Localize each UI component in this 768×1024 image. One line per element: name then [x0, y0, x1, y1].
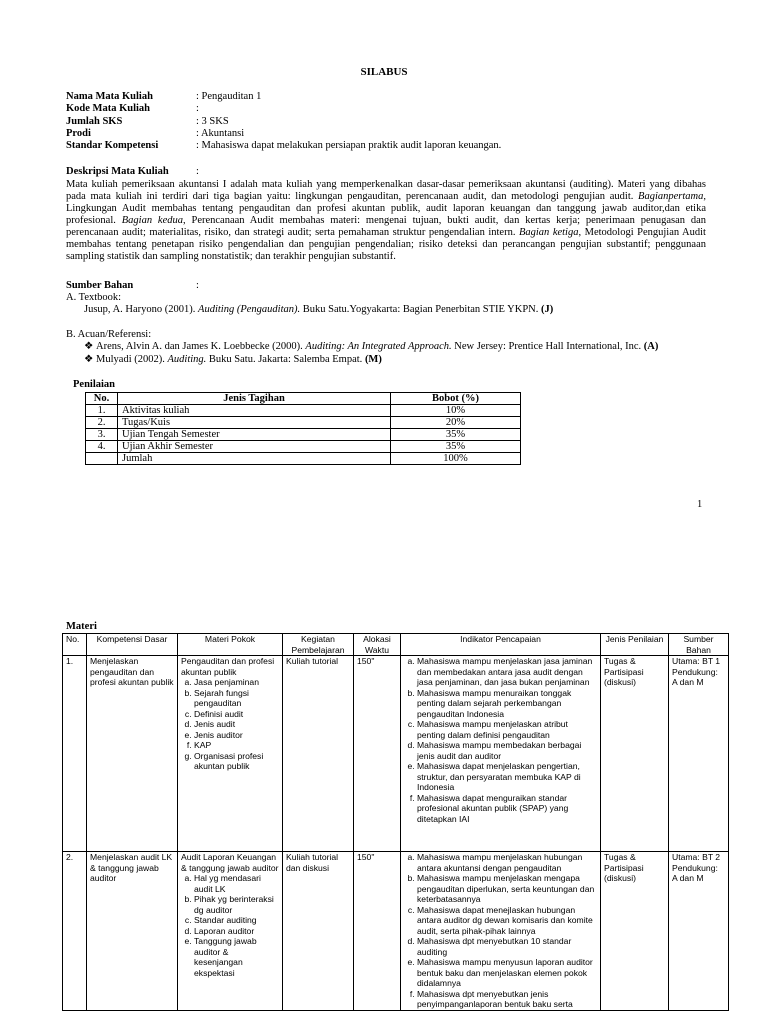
referensi-2-publisher: Buku Satu. Jakarta: Salemba Empat.	[206, 354, 365, 365]
field-label-sks: Jumlah SKS	[66, 116, 123, 127]
indikator-list	[404, 656, 597, 824]
header-sumber: Sumber Bahan	[669, 634, 729, 656]
cell-waktu: 150"	[354, 852, 401, 1011]
sumber-colon: :	[196, 280, 199, 291]
cell-jenis: Aktivitas kuliah	[118, 405, 391, 417]
cell-sumber: Utama: BT 2 Pendukung: A dan M	[669, 852, 729, 1011]
cell-no: 2.	[63, 852, 87, 1011]
cell-kompetensi: Menjelaskan pengauditan dan profesi akuntan publik	[87, 656, 178, 852]
table-row	[86, 405, 521, 417]
list-item: b. Pihak yg berinteraksi dg auditor	[194, 894, 279, 915]
field-value-standar: : Mahasiswa dapat melakukan persiapan praktik audit laporan keuangan.	[196, 140, 502, 151]
field-label-kode: Kode Mata Kuliah	[66, 103, 151, 114]
deskripsi-text-4: , Metodologi Pengujian Audit membahas tentang penetapan risiko pengendalian dan pengujian pengendalian; risiko deteksi dan perancangan pengujian substantif; penggunaan sampling statistik dan sampling nonstatistik; dan terakhir pengujian substantif.	[66, 227, 706, 262]
bullet-diamond-icon: ❖	[84, 341, 97, 352]
cell-total: 100%	[391, 453, 521, 465]
cell-materi-pokok	[178, 852, 283, 1011]
penilaian-label: Penilaian	[73, 379, 116, 390]
textbook-author: Jusup, A. Haryono (2001).	[84, 304, 199, 315]
table-row	[86, 441, 521, 453]
pokok-intro: Pengauditan dan profesi akuntan publik	[181, 656, 275, 677]
list-item: b. Mahasiswa mampu menuraikan tonggak penting dalam sejarah perkembangan pengauditan Indonesia	[417, 688, 597, 720]
textbook-title: Auditing (Pengauditan).	[198, 304, 301, 315]
header-indikator: Indikator Pencapaian	[401, 634, 601, 656]
table-header-row	[63, 634, 729, 656]
field-label-nama: Nama Mata Kuliah	[66, 91, 153, 102]
field-label-standar: Standar Kompetensi	[66, 140, 159, 151]
referensi-1-publisher: New Jersey: Prentice Hall International, Inc.	[451, 341, 644, 352]
cell-no: 1.	[63, 656, 87, 852]
list-item: c. Mahasiswa mampu menjelaskan atribut penting dalam definisi pengauditan	[417, 719, 597, 740]
deskripsi-text-3: , Perencanaan Audit membahas materi: mengenai tujuan, bukti audit, dan kertas kerja; penerimaan penugasan dan perencanaan audit; materialitas, risiko, dan strategi audit; serta pemahaman struktur pengendalian intern.	[66, 215, 707, 238]
list-item: g. Organisasi profesi akuntan publik	[194, 751, 279, 772]
header-jenis-tagihan: Jenis Tagihan	[118, 393, 391, 405]
cell-no: 1.	[86, 405, 118, 417]
referensi-2-title: Auditing.	[167, 354, 207, 365]
referensi-label: B. Acuan/Referensi:	[66, 329, 152, 340]
list-item: d. Jenis audit	[194, 719, 279, 730]
cell-sumber: Utama: BT 1 Pendukung: A dan M	[669, 656, 729, 852]
referensi-1-code: (A)	[643, 341, 659, 352]
pokok-list	[181, 677, 279, 772]
cell-jenis: Ujian Akhir Semester	[118, 441, 391, 453]
field-label-prodi: Prodi	[66, 128, 91, 139]
header-bobot: Bobot (%)	[391, 393, 521, 405]
deskripsi-paragraph	[66, 179, 706, 263]
cell-no: 3.	[86, 429, 118, 441]
referensi-item-2	[84, 354, 382, 366]
cell-kegiatan: Kuliah tutorial dan diskusi	[283, 852, 354, 1011]
materi-label: Materi	[66, 621, 97, 632]
list-item: a. Hal yg mendasari audit LK	[194, 873, 279, 894]
list-item: f. Mahasiswa dapat menguraikan standar profesional akuntan publik (SPAP) yang ditetapkan IAI	[417, 793, 597, 825]
cell-bobot: 10%	[391, 405, 521, 417]
deskripsi-colon: :	[196, 166, 199, 177]
list-item: d. Laporan auditor	[194, 926, 279, 937]
deskripsi-label: Deskripsi Mata Kuliah	[66, 166, 169, 177]
list-item: e. Tanggung jawab auditor & kesenjangan ekspektasi	[194, 936, 279, 978]
cell-jenis-penilaian: Tugas & Partisipasi (diskusi)	[601, 656, 669, 852]
list-item: c. Mahasiswa dapat menejlaskan hubungan antara auditor dg dewan komisaris dan komite audit, serta pihak-pihak lainnya	[417, 905, 597, 937]
table-total-row	[86, 453, 521, 465]
penilaian-table	[85, 392, 521, 465]
table-row	[86, 417, 521, 429]
table-row	[86, 429, 521, 441]
cell-jenis: Ujian Tengah Semester	[118, 429, 391, 441]
cell-no: 2.	[86, 417, 118, 429]
cell-jenis-penilaian: Tugas & Partisipasi (diskusi)	[601, 852, 669, 1011]
field-value-nama: : Pengauditan 1	[196, 91, 262, 102]
cell-bobot: 35%	[391, 441, 521, 453]
cell-jenis: Tugas/Kuis	[118, 417, 391, 429]
bullet-diamond-icon: ❖	[84, 354, 97, 365]
header-kegiatan: Kegiatan Pembelajaran	[283, 634, 354, 656]
field-value-prodi: : Akuntansi	[196, 128, 245, 139]
textbook-label: A. Textbook:	[66, 292, 122, 303]
materi-table	[62, 633, 729, 1011]
list-item: f. Mahasiswa dpt menyebutkan jenis penyimpanganlaporan bentuk baku serta	[417, 989, 597, 1010]
header-no: No.	[86, 393, 118, 405]
cell-bobot: 20%	[391, 417, 521, 429]
list-item: a. Mahasiswa mampu menjelaskan hubungan antara akuntansi dengan pengauditan	[417, 852, 597, 873]
field-value-sks: : 3 SKS	[196, 116, 229, 127]
page-number: 1	[697, 499, 703, 510]
table-row	[63, 852, 729, 1011]
textbook-publisher: Buku Satu.Yogyakarta: Bagian Penerbitan STIE YKPN.	[300, 304, 542, 315]
deskripsi-part-2-label: Bagian kedua	[121, 215, 183, 226]
referensi-1-title: Auditing: An Integrated Approach.	[305, 341, 452, 352]
referensi-item-1	[84, 341, 658, 353]
textbook-item	[84, 304, 553, 316]
header-alokasi: Alokasi Waktu	[354, 634, 401, 656]
list-item: c. Standar auditing	[194, 915, 279, 926]
list-item: e. Jenis auditor	[194, 730, 279, 741]
header-kompetensi: Kompetensi Dasar	[87, 634, 178, 656]
field-value-kode: :	[196, 103, 199, 114]
deskripsi-text-2: , Lingkungan Audit membahas tentang pengauditan dan profesi akuntan publik, audit laporan keuangan dan tanggung jawab auditor,dan etika profesional.	[66, 191, 706, 226]
pokok-list	[181, 873, 279, 978]
table-row	[63, 656, 729, 852]
cell-waktu: 150"	[354, 656, 401, 852]
cell-kegiatan: Kuliah tutorial	[283, 656, 354, 852]
list-item: b. Mahasiswa mampu menjelaskan mengapa pengauditan diperlukan, serta keuntungan dan keterbatasannya	[417, 873, 597, 905]
pokok-intro: Audit Laporan Keuangan & tanggung jawab auditor	[181, 852, 279, 873]
deskripsi-part-3-label: Bagian ketiga	[518, 227, 579, 238]
list-item: b. Sejarah fungsi pengauditan	[194, 688, 279, 709]
cell-no	[86, 453, 118, 465]
cell-bobot: 35%	[391, 429, 521, 441]
referensi-1-author: Arens, Alvin A. dan James K. Loebbecke (2000).	[96, 341, 306, 352]
indikator-list	[404, 852, 597, 1010]
list-item: d. Mahasiswa mampu membedakan berbagai jenis audit dan auditor	[417, 740, 597, 761]
cell-jumlah: Jumlah	[118, 453, 391, 465]
referensi-2-code: (M)	[364, 354, 382, 365]
list-item: a. Jasa penjaminan	[194, 677, 279, 688]
list-item: c. Definisi audit	[194, 709, 279, 720]
header-no: No.	[63, 634, 87, 656]
deskripsi-part-1-label: Bagianpertama	[638, 191, 704, 202]
cell-indikator	[401, 656, 601, 852]
cell-kompetensi: Menjelaskan audit LK & tanggung jawab auditor	[87, 852, 178, 1011]
list-item: a. Mahasiswa mampu menjelaskan jasa jaminan dan membedakan antara jasa audit dengan jasa penjaminan, dan jasa bukan penjaminan	[417, 656, 597, 688]
deskripsi-text-1: Mata kuliah pemeriksaan akuntansi I adalah mata kuliah yang memperkenalkan dasar-dasar pemeriksaan akuntansi (auditing). Materi yang dibahas pada mata kuliah ini terdiri dari tiga bagian yaitu: lingkungan pengauditan, perencanaan audit, dan metodologi pengujian audit.	[66, 179, 706, 202]
header-materi-pokok: Materi Pokok	[178, 634, 283, 656]
header-jenis-penilaian: Jenis Penilaian	[601, 634, 669, 656]
table-header-row	[86, 393, 521, 405]
list-item: f. KAP	[194, 740, 279, 751]
textbook-code: (J)	[541, 304, 554, 315]
list-item: e. Mahasiswa mampu menyusun laporan auditor bentuk baku dan menjelaskan elemen pokok didalamnya	[417, 957, 597, 989]
cell-materi-pokok	[178, 656, 283, 852]
cell-indikator	[401, 852, 601, 1011]
sumber-label: Sumber Bahan	[66, 280, 134, 291]
list-item: d. Mahasiswa dpt menyebutkan 10 standar auditing	[417, 936, 597, 957]
cell-no: 4.	[86, 441, 118, 453]
referensi-2-author: Mulyadi (2002).	[96, 354, 168, 365]
document-title: SILABUS	[360, 66, 408, 78]
list-item: e. Mahasiswa dapat menjelaskan pengertian, struktur, dan persyaratan membuka KAP di Indonesia	[417, 761, 597, 793]
